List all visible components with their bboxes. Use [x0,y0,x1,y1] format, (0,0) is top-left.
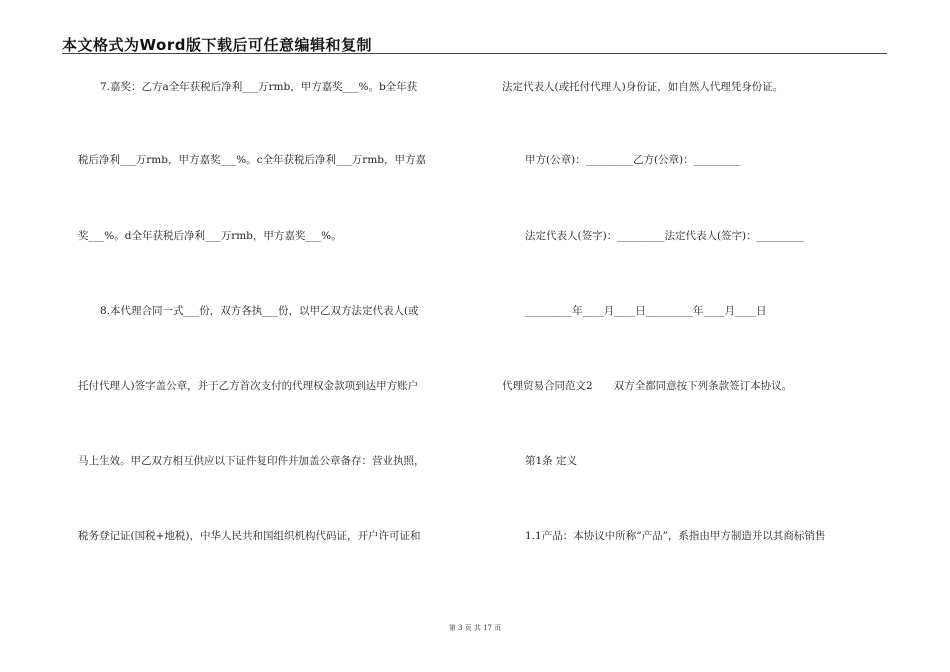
paragraph-line: 税务登记证(国税+地税)，中华人民共和国组织机构代码证，开户许可证和 [78,530,421,542]
paragraph-line: 8.本代理合同一式___份，双方各执___份，以甲乙双方法定代表人(或 [100,305,419,317]
paragraph-line: 托付代理人)签字盖公章，并于乙方首次支付的代理权金款项到达甲方账户 [78,380,419,392]
signature-representative-line: 法定代表人(签字)：_________法定代表人(签字)：_________ [525,230,804,242]
paragraph-line: 代理贸易合同范文2 双方全都同意按下列条款签订本协议。 [502,380,793,392]
paragraph-line: 奖___%。d全年获税后净利___万rmb，甲方嘉奖___%。 [78,230,342,242]
section-heading: 第1条 定义 [525,455,578,467]
document-header-title: 本文格式为Word版下载后可任意编辑和复制 [62,36,372,54]
paragraph-line: 税后净利___万rmb，甲方嘉奖___%。c全年获税后净利___万rmb，甲方嘉 [78,154,427,166]
paragraph-line: 7.嘉奖：乙方a全年获税后净利___万rmb，甲方嘉奖___%。b全年获 [100,81,418,93]
signature-date-line: _________年____月____日_________年____月____日 [525,305,767,317]
signature-party-line: 甲方(公章)：_________乙方(公章)：_________ [525,154,741,166]
page-number-footer: 第 3 页 共 17 页 [448,624,502,632]
paragraph-line: 马上生效。甲乙双方相互供应以下证件复印件并加盖公章备存：营业执照， [78,455,425,467]
paragraph-line: 1.1产品：本协议中所称“产品”，系指由甲方制造并以其商标销售 [525,530,826,542]
header-divider [62,53,887,54]
paragraph-line: 法定代表人(或托付代理人)身份证，如自然人代理凭身份证。 [502,81,784,93]
